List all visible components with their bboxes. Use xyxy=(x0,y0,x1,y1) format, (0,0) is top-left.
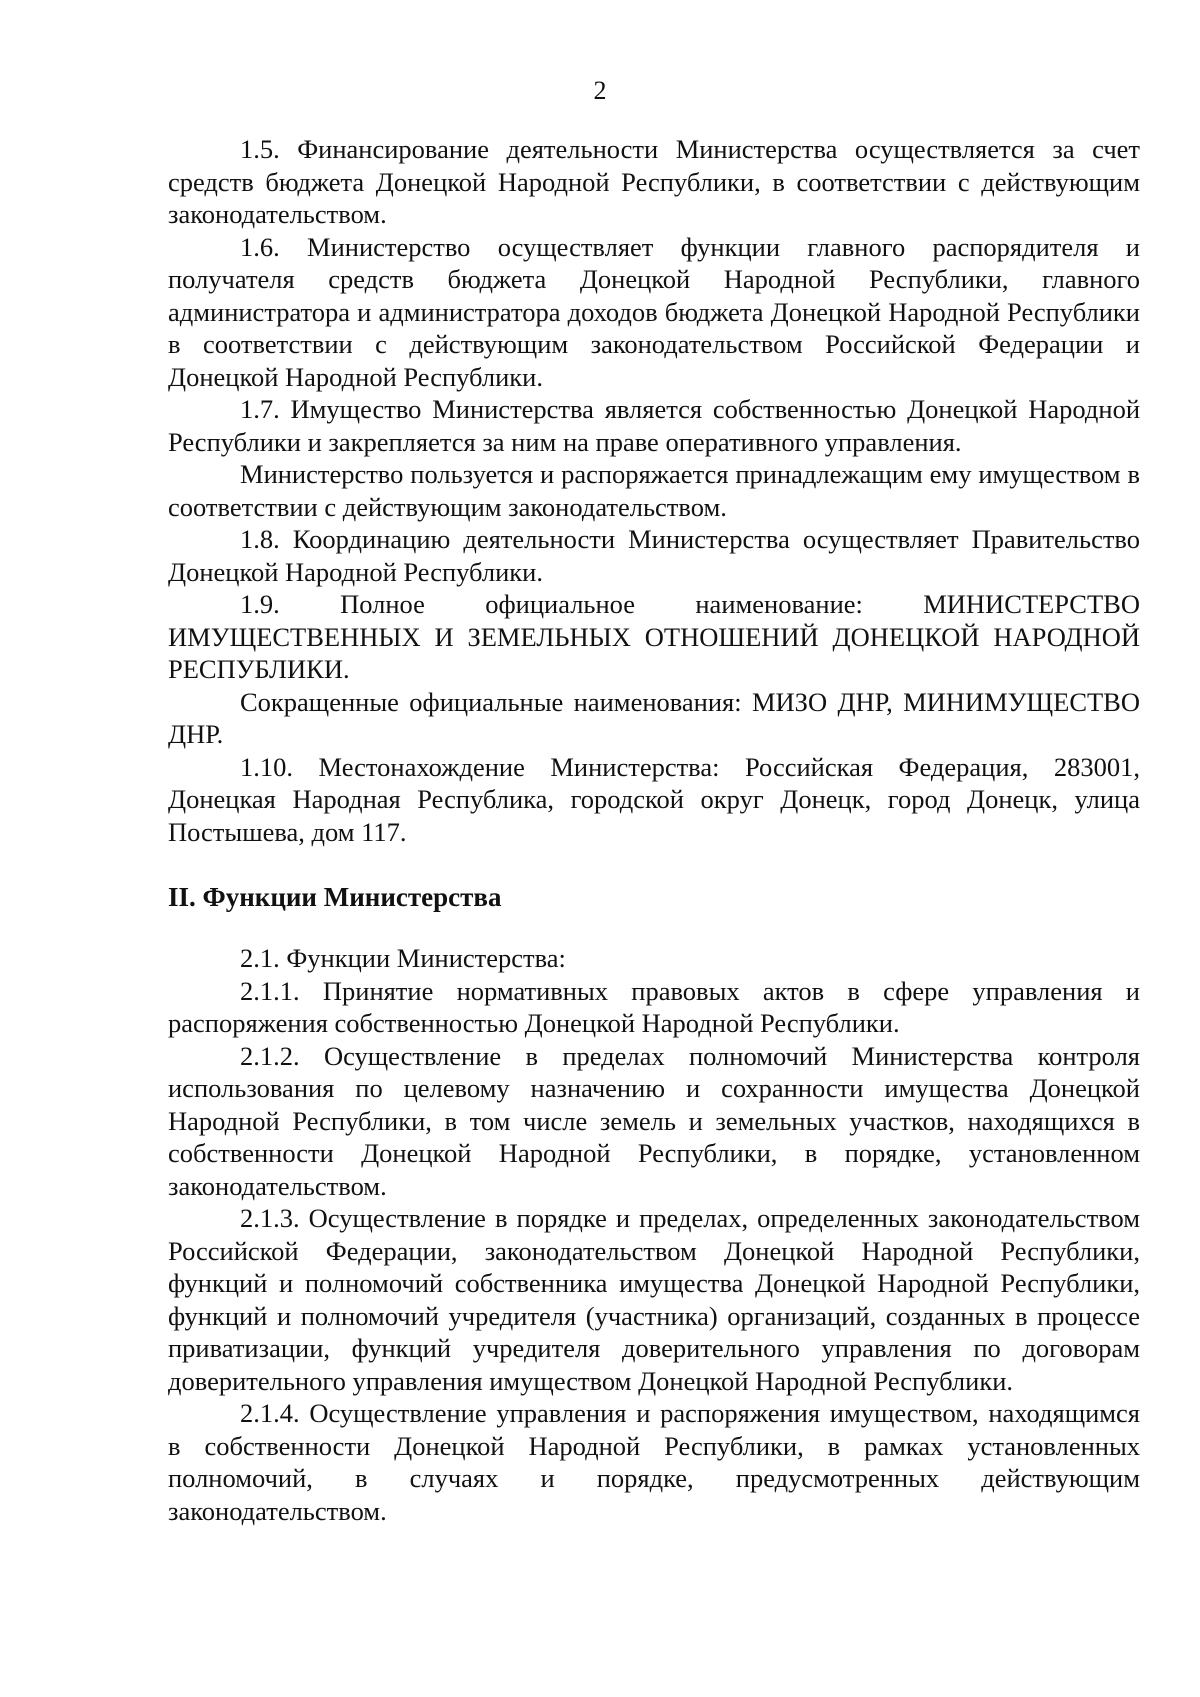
paragraph-2-1-1: 2.1.1. Принятие нормативных правовых актов в сфере управления и распоряжения собственностью Донецкой Народной Республики. xyxy=(168,975,1140,1038)
paragraph-1-5: 1.5. Финансирование деятельности Министерства осуществляется за счет средств бюджета Донецкой Народной Республики, в соответствии с действующим законодательством. xyxy=(168,134,1140,229)
paragraph-1-10: 1.10. Местонахождение Министерства: Российская Федерация, 283001, Донецкая Народная Республика, городской округ Донецк, город Донецк, улица Постышева, дом 117. xyxy=(168,751,1140,847)
section-heading: II. Функции Министерства xyxy=(168,882,502,912)
paragraph-1-9-short-names: Сокращенные официальные наименования: МИЗО ДНР, МИНИМУЩЕСТВО ДНР. xyxy=(168,686,1140,749)
paragraph-2-1-2: 2.1.2. Осуществление в пределах полномочий Министерства контроля использования по целевому назначению и сохранности имущества Донецкой Народной Республики, в том числе земель и земельных участков, находящихся в собственности Донецкой Народной Республики, в порядке, установленном законодательством. xyxy=(168,1040,1140,1201)
page-number: 2 xyxy=(593,76,607,105)
paragraph-2-1: 2.1. Функции Министерства: xyxy=(240,943,566,973)
paragraph-2-1-3: 2.1.3. Осуществление в порядке и пределах, определенных законодательством Российской Федерации, законодательством Донецкой Народной Республики, функций и полномочий собственника имущества Донецкой Народной Республики, функций и полномочий учредителя (участника) организаций, созданных в процессе приватизации, функций учредителя доверительного управления по договорам доверительного управления имуществом Донецкой Народной Республики. xyxy=(168,1203,1140,1396)
paragraph-2-1-4: 2.1.4. Осуществление управления и распоряжения имуществом, находящимся в собственности Донецкой Народной Республики, в рамках установленных полномочий, в случаях и порядке, предусмотренных действующим законодательством. xyxy=(168,1398,1140,1526)
paragraph-1-6: 1.6. Министерство осуществляет функции главного распорядителя и получателя средств бюджета Донецкой Народной Республики, главного администратора и администратора доходов бюджета Донецкой Народной Республики в соответствии с действующим законодательством Российской Федерации и Донецкой Народной Республики. xyxy=(168,231,1140,392)
paragraph-1-8: 1.8. Координацию деятельности Министерства осуществляет Правительство Донецкой Народной Республики. xyxy=(168,524,1140,587)
paragraph-1-7-continued: Министерство пользуется и распоряжается принадлежащим ему имуществом в соответствии с действующим законодательством. xyxy=(168,459,1140,522)
document-body xyxy=(168,133,1140,1527)
paragraph-1-9: 1.9. Полное официальное наименование: МИНИСТЕРСТВО ИМУЩЕСТВЕННЫХ И ЗЕМЕЛЬНЫХ ОТНОШЕНИЙ ДОНЕЦКОЙ НАРОДНОЙ РЕСПУБЛИКИ. xyxy=(168,589,1140,684)
paragraph-1-7: 1.7. Имущество Министерства является собственностью Донецкой Народной Республики и закрепляется за ним на праве оперативного управления. xyxy=(168,394,1140,457)
